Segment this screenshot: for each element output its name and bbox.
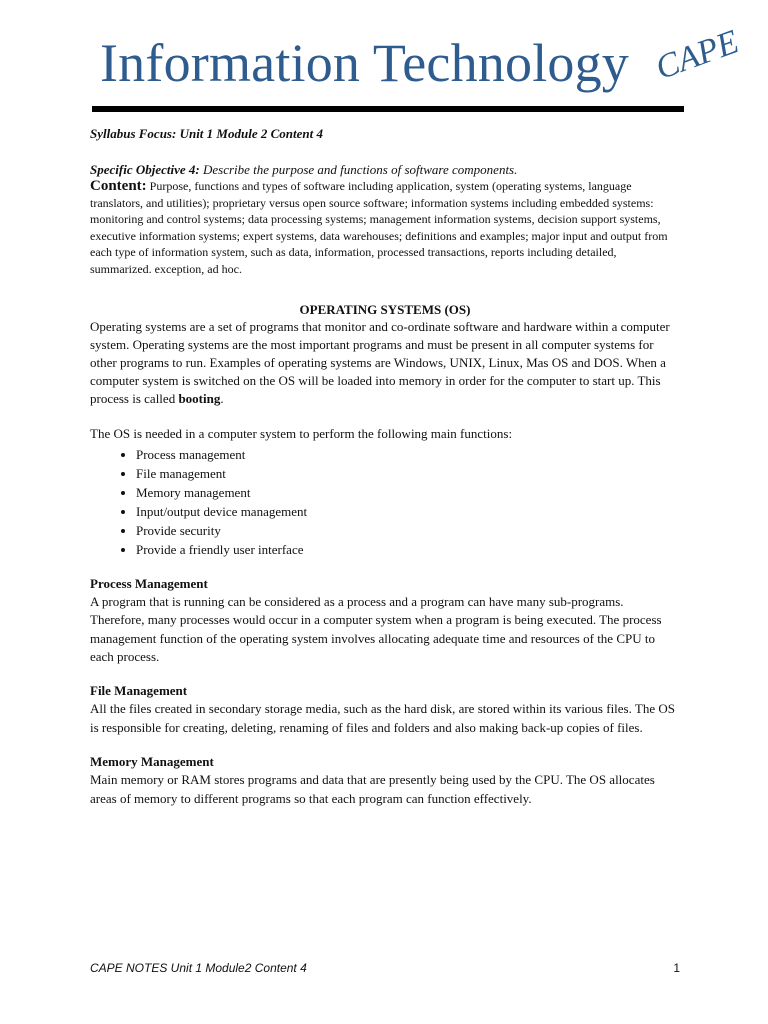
objective-text: Describe the purpose and functions of software components. [199,162,518,177]
document-title: Information Technology [100,33,630,93]
specific-objective [90,162,680,178]
list-item: • Memory management [136,483,680,502]
list-item: • File management [136,464,680,483]
list-item: • Provide a friendly user interface [136,540,680,559]
header-rule [92,106,684,112]
list-item: • Input/output device management [136,502,680,521]
objective-label: Specific Objective 4: [90,162,200,177]
process-management-text: A program that is running can be considered as a process and a program can have many sub-programs. Therefore, many processes would occur in a computer system when a program is being executed. The process management function of the operating system involves allocating adequate time and resources of the CPU to each process. [90,593,662,664]
process-management-heading: Process Management [90,575,208,591]
file-management-text: All the files created in secondary storage media, such as the hard disk, are stored within its various files. The OS is responsible for creating, deleting, renaming of files and folders and also making back-up copies of files. [90,701,675,735]
page-footer [90,961,680,975]
os-functions-list [90,445,680,559]
footer-label: CAPE NOTES Unit 1 Module2 Content 4 [90,961,307,975]
document-body [90,126,680,824]
os-section-heading: OPERATING SYSTEMS (OS) [299,301,471,317]
list-item: • Process management [136,445,680,464]
list-item: • Provide security [136,521,680,540]
booting-term: booting [178,391,221,407]
file-management-heading: File Management [90,683,188,699]
content-text: Purpose, functions and types of software including application, system (operating systems, language translators, and utilities); proprietary versus open source software; information systems including embedded systems: monitoring and control systems; data processing systems; management information systems, decision support systems, executive information systems; expert systems, data warehouses; definitions and examples; major input and output from each type of information system, such as data, information, processed transactions, reports including detailed, summarized. exception, ad hoc. [90,179,668,276]
os-intro-end: . [220,391,224,407]
content-label: Content: [90,178,147,194]
syllabus-focus: Syllabus Focus: Unit 1 Module 2 Content 4 [90,126,323,141]
page-number: 1 [673,961,680,975]
os-functions-intro: The OS is needed in a computer system to perform the following main functions: [90,425,513,441]
os-intro-text: Operating systems are a set of programs that monitor and co-ordinate software and hardware within a computer system. Operating systems are the most important programs and must be present in all computer systems for other programs to run. Examples of operating systems are Windows, UNIX, Linux, Mas OS and DOS. When a computer system is switched on the OS will be loaded into memory in order for the computer to start up. This process is called [90,318,670,407]
memory-management-text: Main memory or RAM stores programs and data that are presently being used by the CPU. The OS allocates areas of memory to different programs so that each program can function effectively. [90,772,655,806]
content-paragraph [90,178,680,278]
memory-management-heading: Memory Management [90,754,214,770]
cape-logo: CAPE [651,23,744,88]
os-intro-paragraph [90,318,680,409]
